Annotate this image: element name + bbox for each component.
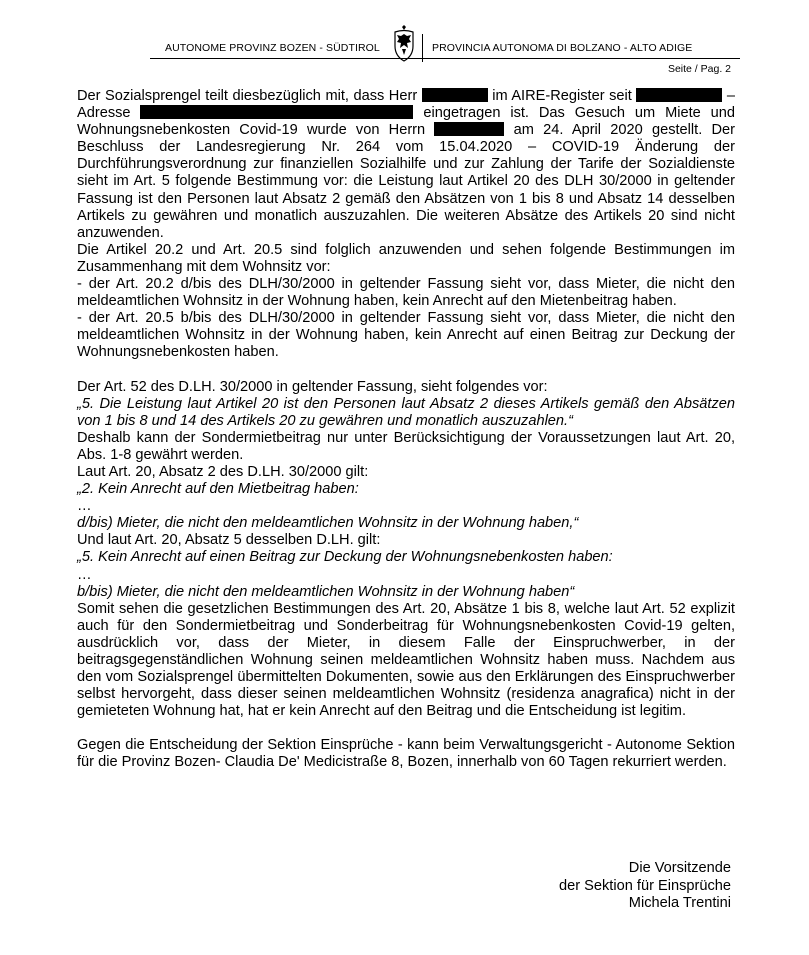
paragraph-17: Gegen die Entscheidung der Sektion Einsprüche - kann beim Verwaltungsgericht - Autonome Sektion für die Provinz Bozen- Claudia De' Medicistraße 8, Bozen, innerhalb von 60 Tagen rekurriert werden. — [77, 737, 735, 771]
paragraph-12: Und laut Art. 20, Absatz 5 desselben D.LH. gilt: — [77, 532, 381, 549]
paragraph-2: Die Artikel 20.2 und Art. 20.5 sind folglich anzuwenden und sehen folgende Bestimmungen im Zusammenhang mit dem Wohnsitz vor: — [77, 241, 735, 275]
header-left-text: AUTONOME PROVINZ BOZEN - SÜDTIROL — [165, 42, 380, 54]
letterhead — [150, 22, 740, 62]
header-rule — [150, 58, 740, 59]
paragraph-8: Laut Art. 20, Absatz 2 des D.LH. 30/2000 gilt: — [77, 463, 369, 480]
redaction-box — [434, 122, 504, 136]
quote-art-20-5: „5. Kein Anrecht auf einen Beitrag zur Deckung der Wohnungsnebenkosten haben: — [77, 549, 613, 566]
ellipsis-1: … — [77, 498, 92, 515]
p1-text-b: im AIRE-Register seit — [492, 88, 632, 104]
quote-b-bis: b/bis) Mieter, die nicht den meldeamtlichen Wohnsitz in der Wohnung haben“ — [77, 583, 575, 600]
signature-title: Die Vorsitzende — [628, 860, 731, 876]
paragraph-4: - der Art. 20.5 b/bis des DLH/30/2000 in geltender Fassung sieht vor, dass Mieter, die nicht den meldeamtlichen Wohnsitz in der Wohnung haben, kein Anrecht auf einen Beitrag zur Deckung der Wohnungsnebenkosten haben. — [77, 310, 735, 361]
tyrolean-eagle-icon — [389, 24, 419, 62]
p1-text-e: am 24. April 2020 gestellt. Der Beschluss der Landesregierung Nr. 264 vom 15.04.2020 – COVID-19 Änderung der Durchführungsverordnung zur finanziellen Sozialhilfe und zur Zahlung der Tarife der Sozialdienste sieht im Art. 5 folgende Bestimmung vor: die Leistung laut Artikel 20 des DLH 30/2000 in geltender Fassung ist den Personen laut Absatz 2 gemäß den Absätzen von 1 bis 8 und Absatz 14 desselben Artikels zu gewähren und monatlich auszuzahlen. Die weiteren Absätze des Artikels 20 sind nicht anzuwenden. — [77, 122, 735, 241]
ellipsis-2: … — [77, 566, 92, 583]
p1-text-d: eingetragen ist. Das Gesuch um Miete und Wohnungsnebenkosten Covid-19 wurde von Herrn — [77, 105, 736, 139]
spacer — [77, 362, 735, 379]
quote-d-bis: d/bis) Mieter, die nicht den meldeamtlichen Wohnsitz in der Wohnung haben,“ — [77, 515, 579, 532]
signature-name: Michela Trentini — [628, 895, 731, 911]
redaction-box — [636, 88, 722, 102]
document-body — [77, 88, 735, 772]
page-number: Seite / Pag. 2 — [667, 63, 731, 75]
quote-art-52: „5. Die Leistung laut Artikel 20 ist den Personen laut Absatz 2 dieses Artikels gemäß den Absätzen von 1 bis 8 und 14 des Artikels 20 zu gewähren und monatlich auszuzahlen.“ — [77, 395, 735, 429]
p1-text-c: – Adresse — [77, 88, 735, 122]
header-right-text: PROVINCIA AUTONOMA DI BOLZANO - ALTO ADIGE — [432, 42, 693, 54]
paragraph-7: Deshalb kann der Sondermietbeitrag nur unter Berücksichtigung der Voraussetzungen laut Art. 20, Abs. 1-8 gewährt werden. — [77, 429, 735, 463]
redaction-box — [140, 105, 413, 119]
redaction-box — [422, 88, 488, 102]
signature-block — [559, 860, 731, 913]
quote-art-20-2: „2. Kein Anrecht auf den Mietbeitrag haben: — [77, 481, 359, 498]
paragraph-1 — [77, 88, 735, 242]
signature-section: der Sektion für Einsprüche — [559, 877, 731, 894]
paragraph-16: Somit sehen die gesetzlichen Bestimmungen des Art. 20, Absätze 1 bis 8, welche laut Art. 52 explizit auch für den Sondermietbeitrag und Sonderbeitrag für Wohnungsnebenkosten Covid-19 gelten, ausdrücklich vor, dass der Mieter, in diesem Falle der Einspruchwerber, in der beitragsgegenständlichen Wohnung seinen meldeamtlichen Wohnsitz haben muss. Nachdem aus den vom Sozialsprengel übermittelten Dokumenten, sowie aus den Erklärungen des Einspruchwerber selbst hervorgeht, dass dieser seinen meldeamtlichen Wohnsitz (residenza anagrafica) nicht in der gemieteten Wohnung hat, hat er kein Anrecht auf den Beitrag und die Entscheidung ist legitim. — [77, 600, 735, 720]
paragraph-3: - der Art. 20.2 d/bis des DLH/30/2000 in geltender Fassung sieht vor, dass Mieter, die nicht den meldeamtlichen Wohnsitz in der Wohnung haben, kein Anrecht auf den Mietenbeitrag haben. — [77, 276, 735, 310]
paragraph-5: Der Art. 52 des D.LH. 30/2000 in geltender Fassung, sieht folgendes vor: — [77, 378, 548, 395]
spacer — [77, 720, 735, 737]
p1-text-a: Der Sozialsprengel teilt diesbezüglich mit, dass Herr — [77, 88, 418, 104]
